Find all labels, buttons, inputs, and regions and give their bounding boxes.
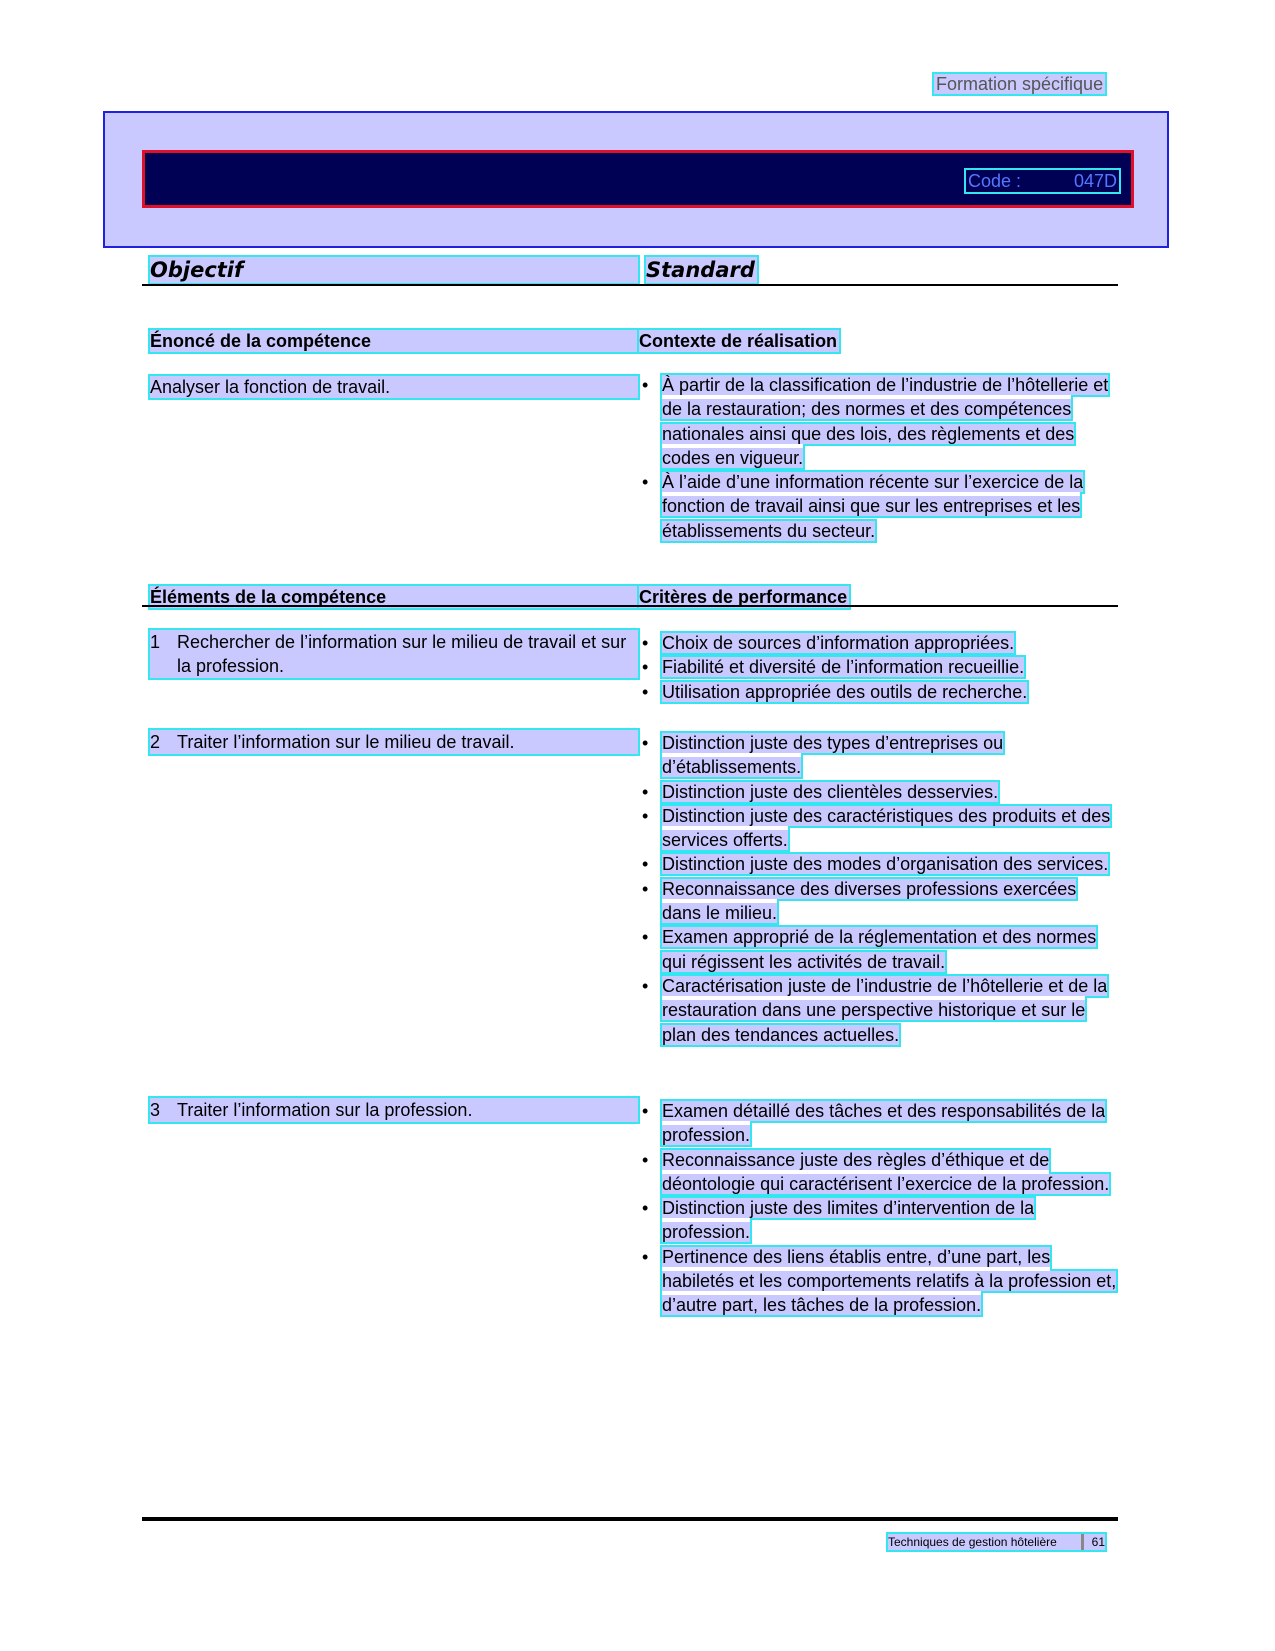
- element-item-1: [150, 630, 638, 678]
- elements-heading: Éléments de la compétence: [150, 586, 638, 608]
- criterion-item: • Utilisation appropriée des outils de recherche.: [640, 680, 1120, 704]
- contexte-list: [640, 373, 1120, 543]
- header-divider: [142, 284, 1118, 286]
- criterion-item: • Fiabilité et diversité de l’information recueillie.: [640, 655, 1120, 679]
- element-number: 1: [150, 632, 161, 652]
- footer-program-name: Techniques de gestion hôtelière: [888, 1535, 1057, 1549]
- enonce-text: Analyser la fonction de travail.: [150, 376, 638, 398]
- enonce-heading: Énoncé de la compétence: [150, 330, 638, 352]
- code-label: Code :: [968, 171, 1022, 191]
- elements-divider: [142, 605, 1118, 607]
- criterion-item: • Examen approprié de la réglementation et des normes qui régissent les activités de travail.: [640, 925, 1120, 974]
- objectif-heading: Objectif: [150, 257, 638, 283]
- standard-heading: Standard: [646, 258, 755, 282]
- criterion-item: • Reconnaissance des diverses professions exercées dans le milieu.: [640, 877, 1120, 926]
- element-text: Traiter l’information sur le milieu de travail.: [177, 732, 515, 752]
- criterion-item: • Distinction juste des clientèles desservies.: [640, 780, 1120, 804]
- criterion-item: • Distinction juste des caractéristiques des produits et des services offerts.: [640, 804, 1120, 853]
- element-item-3: [150, 1098, 638, 1122]
- criteria-list-3: [640, 1099, 1120, 1318]
- element-number: 2: [150, 732, 161, 752]
- footer-divider: [142, 1517, 1118, 1521]
- criterion-item: • Examen détaillé des tâches et des responsabilités de la profession.: [640, 1099, 1120, 1148]
- element-text: Traiter l’information sur la profession.: [177, 1100, 473, 1120]
- criteria-list-2: [640, 731, 1120, 1047]
- criteria-list-1: [640, 631, 1120, 704]
- document-category-label: Formation spécifique: [936, 74, 1104, 94]
- criterion-item: • Choix de sources d’information appropriées.: [640, 631, 1120, 655]
- contexte-item: • À l’aide d’une information récente sur l’exercice de la fonction de travail ainsi que sur les entreprises et les établissements du secteur.: [640, 470, 1120, 543]
- contexte-heading: Contexte de réalisation: [639, 331, 838, 351]
- page-footer: [888, 1534, 1105, 1550]
- code-value: 047D: [1073, 171, 1117, 191]
- criterion-item: • Reconnaissance juste des règles d’éthique et de déontologie qui caractérisent l’exercice de la profession.: [640, 1148, 1120, 1197]
- element-item-2: [150, 730, 638, 754]
- criterion-item: • Distinction juste des limites d’intervention de la profession.: [640, 1196, 1120, 1245]
- element-text: Rechercher de l’information sur le milieu de travail et sur la profession.: [177, 632, 627, 676]
- criterion-item: • Pertinence des liens établis entre, d’une part, les habiletés et les comportements relatifs à la profession et, d’autre part, les tâches de la profession.: [640, 1245, 1120, 1318]
- page-number: 61: [1081, 1534, 1105, 1550]
- criterion-item: • Distinction juste des types d’entreprises ou d’établissements.: [640, 731, 1120, 780]
- competency-code: [966, 170, 1119, 192]
- element-number: 3: [150, 1100, 161, 1120]
- criterion-item: • Distinction juste des modes d’organisation des services.: [640, 852, 1120, 876]
- criterion-item: • Caractérisation juste de l’industrie de l’hôtellerie et de la restauration dans une perspective historique et sur le plan des tendances actuelles.: [640, 974, 1120, 1047]
- contexte-item: • À partir de la classification de l’industrie de l’hôtellerie et de la restauration; des normes et des compétences nationales ainsi que des lois, des règlements et des codes en vigueur.: [640, 373, 1120, 470]
- criteres-heading: Critères de performance: [639, 587, 848, 607]
